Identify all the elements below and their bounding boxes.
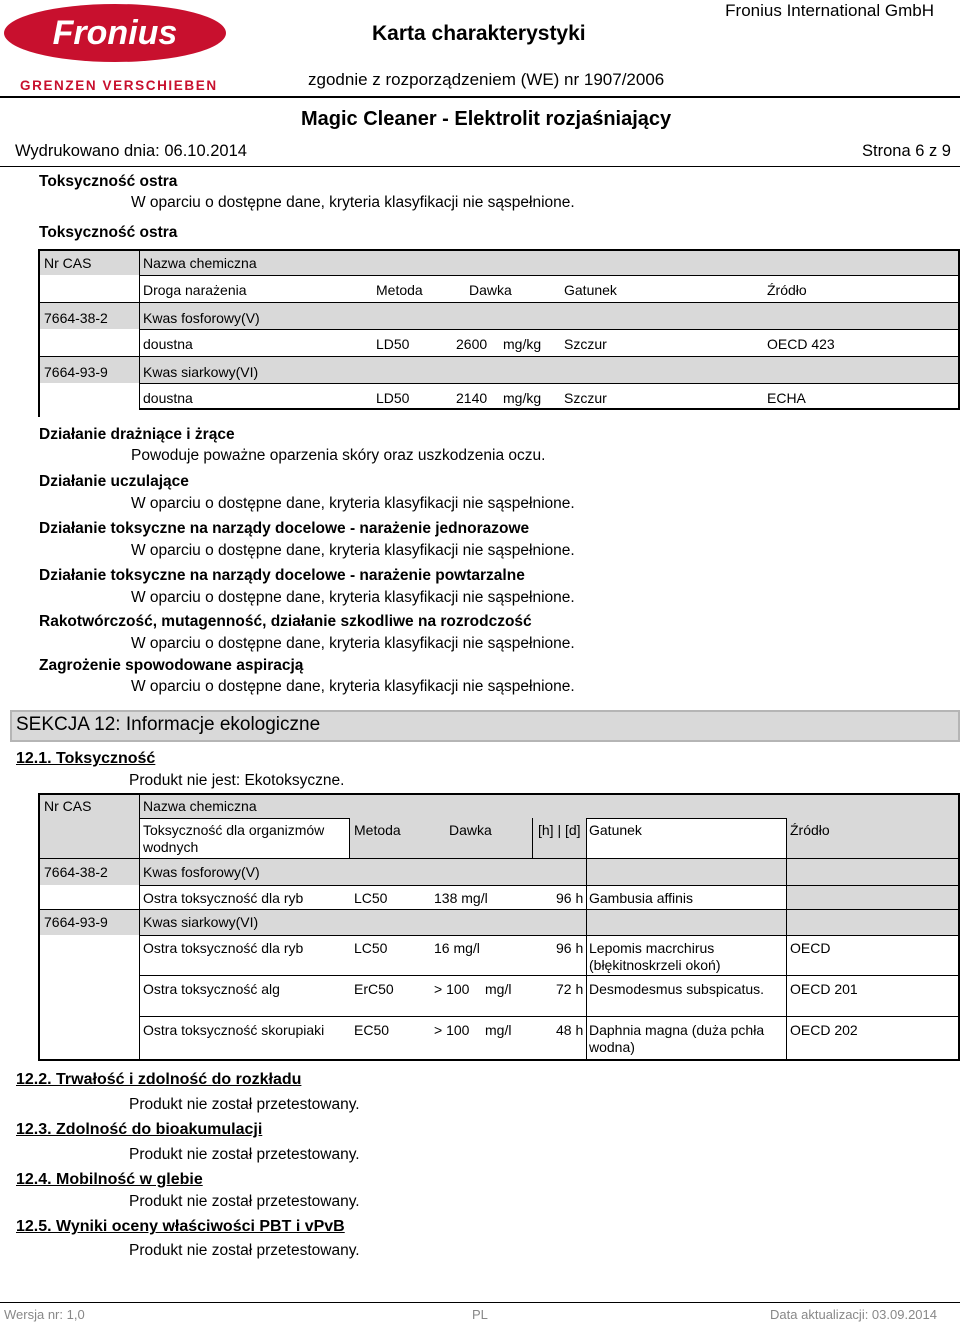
header-bottom-divider bbox=[0, 166, 960, 167]
tox-cas-1: 7664-38-2 bbox=[44, 310, 108, 326]
eco-tox-1: Ostra toksyczność dla ryb bbox=[143, 890, 304, 906]
tox-top-border bbox=[38, 249, 960, 251]
tox-source-2: ECHA bbox=[767, 390, 806, 406]
s121-heading: 12.1. Toksyczność bbox=[16, 750, 156, 767]
eco-source-2: OECD bbox=[790, 940, 831, 956]
eco-rule bbox=[139, 885, 960, 886]
tox-bottom-border bbox=[139, 408, 960, 410]
eco-col-method: Metoda bbox=[354, 822, 401, 838]
tox-name-1: Kwas fosforowy(V) bbox=[143, 310, 260, 326]
tox-species-1: Szczur bbox=[564, 336, 607, 352]
eco-col-name: Nazwa chemiczna bbox=[143, 798, 257, 814]
eco-col-hd: [h] | [d] bbox=[538, 822, 581, 838]
eco-col-line bbox=[139, 793, 140, 1060]
eco-rule bbox=[38, 909, 960, 910]
s122-heading: 12.2. Trwałość i zdolność do rozkładu bbox=[16, 1071, 302, 1088]
page-number: Strona 6 z 9 bbox=[862, 142, 951, 160]
effect-text-6: W oparciu o dostępne dane, kryteria klasyfikacji nie sąspełnione. bbox=[131, 678, 575, 695]
effect-text-2: W oparciu o dostępne dane, kryteria klasyfikacji nie sąspełnione. bbox=[131, 495, 575, 512]
s123-text: Produkt nie został przetestowany. bbox=[129, 1146, 360, 1163]
eco-top-border bbox=[38, 793, 960, 795]
s121-text: Produkt nie jest: Ekotoksyczne. bbox=[129, 772, 345, 789]
acute-tox-heading: Toksyczność ostra bbox=[39, 173, 178, 190]
tox-col-source: Źródło bbox=[767, 282, 807, 298]
tox-dose-1: 2600 bbox=[456, 336, 488, 352]
eco-method-3: ErC50 bbox=[354, 981, 394, 997]
tox-method-2: LD50 bbox=[376, 390, 410, 406]
eco-rule bbox=[139, 1016, 960, 1017]
tox-species-2: Szczur bbox=[564, 390, 607, 406]
effect-text-3: W oparciu o dostępne dane, kryteria klasyfikacji nie sąspełnione. bbox=[131, 542, 575, 559]
logo-wordmark: Fronius bbox=[52, 14, 178, 52]
eco-name-2: Kwas siarkowy(VI) bbox=[143, 914, 259, 930]
tox-method-1: LD50 bbox=[376, 336, 410, 352]
tox-cas-2: 7664-93-9 bbox=[44, 364, 108, 380]
eco-species-3: Desmodesmus subspicatus. bbox=[589, 981, 765, 997]
eco-method-4: EC50 bbox=[354, 1022, 390, 1038]
eco-hd-3: 72 h bbox=[556, 981, 584, 997]
eco-col-line bbox=[786, 818, 787, 1060]
logo-tagline: GRENZEN VERSCHIEBEN bbox=[20, 78, 218, 93]
tox-col-dose: Dawka bbox=[469, 282, 512, 298]
acute-tox-text: W oparciu o dostępne dane, kryteria klasyfikacji nie sąspełnione. bbox=[131, 194, 575, 211]
tox-left-border bbox=[38, 249, 40, 417]
footer-lang: PL bbox=[472, 1307, 488, 1322]
eco-unit-3: mg/l bbox=[485, 981, 512, 997]
eco-method-1: LC50 bbox=[354, 890, 388, 906]
s124-text: Produkt nie został przetestowany. bbox=[129, 1193, 360, 1210]
footer-updated: Data aktualizacji: 03.09.2014 bbox=[770, 1307, 937, 1322]
s122-text: Produkt nie został przetestowany. bbox=[129, 1096, 360, 1113]
tox-route-1: doustna bbox=[143, 336, 193, 352]
eco-cas-2: 7664-93-9 bbox=[44, 914, 108, 930]
eco-source-4: OECD 202 bbox=[790, 1022, 858, 1038]
eco-dose-2: 16 mg/l bbox=[434, 940, 480, 956]
eco-cas-1: 7664-38-2 bbox=[44, 864, 108, 880]
eco-rule bbox=[139, 935, 960, 936]
effect-heading-2: Działanie uczulające bbox=[39, 473, 189, 490]
eco-method-2: LC50 bbox=[354, 940, 388, 956]
document-title: Karta charakterystyki bbox=[372, 22, 586, 45]
eco-col-line bbox=[349, 818, 350, 858]
eco-tox-4: Ostra toksyczność skorupiaki bbox=[143, 1022, 325, 1038]
eco-source-3: OECD 201 bbox=[790, 981, 858, 997]
tox-col-name: Nazwa chemiczna bbox=[143, 255, 257, 271]
tox-rule bbox=[38, 302, 960, 303]
eco-tox-2: Ostra toksyczność dla ryb bbox=[143, 940, 304, 956]
s124-heading: 12.4. Mobilność w glebie bbox=[16, 1171, 203, 1188]
tox-route-2: doustna bbox=[143, 390, 193, 406]
eco-tox-3: Ostra toksyczność alg bbox=[143, 981, 280, 997]
tox-col-cas: Nr CAS bbox=[44, 255, 92, 271]
eco-species-4: Daphnia magna (duża pchła wodna) bbox=[589, 1022, 765, 1055]
company-name: Fronius International GmbH bbox=[725, 1, 934, 20]
tox-rule bbox=[139, 329, 960, 330]
eco-hd-1: 96 h bbox=[556, 890, 584, 906]
effect-heading-4: Działanie toksyczne na narządy docelowe - narażenie powtarzalne bbox=[39, 567, 525, 584]
effect-text-5: W oparciu o dostępne dane, kryteria klasyfikacji nie sąspełnione. bbox=[131, 635, 575, 652]
eco-dose-4: > 100 bbox=[434, 1022, 470, 1038]
eco-col-tox: Toksyczność dla organizmów wodnych bbox=[143, 822, 325, 855]
eco-dose-1: 138 mg/l bbox=[434, 890, 488, 906]
tox-dose-2: 2140 bbox=[456, 390, 488, 406]
effect-heading-3: Działanie toksyczne na narządy docelowe - narażenie jednorazowe bbox=[39, 520, 530, 537]
tox-col-line bbox=[139, 249, 140, 409]
fronius-logo bbox=[2, 2, 228, 64]
effect-heading-1: Działanie drażniące i żrące bbox=[39, 426, 235, 443]
tox-unit-1: mg/kg bbox=[503, 336, 542, 352]
eco-dose-3: > 100 bbox=[434, 981, 470, 997]
eco-source-shade bbox=[787, 885, 960, 909]
footer-divider bbox=[0, 1302, 960, 1303]
effect-text-1: Powoduje poważne oparzenia skóry oraz uszkodzenia oczu. bbox=[131, 447, 546, 464]
tox-col-route: Droga narażenia bbox=[143, 282, 247, 298]
eco-col-species: Gatunek bbox=[589, 822, 642, 838]
product-name: Magic Cleaner - Elektrolit rozjaśniający bbox=[301, 108, 672, 130]
effect-heading-6: Zagrożenie spowodowane aspiracją bbox=[39, 657, 304, 674]
eco-species-2: Lepomis macrchirus (błękitnoskrzeli okoń) bbox=[589, 940, 721, 973]
tox-header-row2 bbox=[139, 275, 960, 301]
footer-version: Wersja nr: 1,0 bbox=[4, 1307, 85, 1322]
tox-rule bbox=[139, 383, 960, 384]
acute-tox-heading-2: Toksyczność ostra bbox=[39, 224, 178, 241]
tox-unit-2: mg/kg bbox=[503, 390, 542, 406]
eco-rule bbox=[38, 858, 960, 859]
eco-rule bbox=[139, 975, 960, 976]
eco-unit-4: mg/l bbox=[485, 1022, 512, 1038]
eco-bottom-border bbox=[38, 1059, 960, 1061]
section-12-title: SEKCJA 12: Informacje ekologiczne bbox=[16, 714, 321, 735]
effect-text-4: W oparciu o dostępne dane, kryteria klasyfikacji nie sąspełnione. bbox=[131, 589, 575, 606]
eco-col-dose: Dawka bbox=[449, 822, 492, 838]
tox-name-2: Kwas siarkowy(VI) bbox=[143, 364, 259, 380]
eco-col-line bbox=[532, 818, 533, 858]
s125-text: Produkt nie został przetestowany. bbox=[129, 1242, 360, 1259]
header-divider bbox=[0, 96, 960, 98]
effect-heading-5: Rakotwórczość, mutagenność, działanie szkodliwe na rozrodczość bbox=[39, 613, 532, 630]
eco-col-source: Źródło bbox=[790, 822, 830, 838]
tox-col-method: Metoda bbox=[376, 282, 423, 298]
regulation-line: zgodnie z rozporządzeniem (WE) nr 1907/2006 bbox=[308, 70, 665, 89]
eco-hd-4: 48 h bbox=[556, 1022, 584, 1038]
tox-source-1: OECD 423 bbox=[767, 336, 835, 352]
eco-species-1: Gambusia affinis bbox=[589, 890, 694, 906]
eco-left-border bbox=[38, 793, 40, 1061]
eco-hd-2: 96 h bbox=[556, 940, 584, 956]
s123-heading: 12.3. Zdolność do bioakumulacji bbox=[16, 1121, 263, 1138]
tox-col-species: Gatunek bbox=[564, 282, 617, 298]
printed-date: Wydrukowano dnia: 06.10.2014 bbox=[15, 142, 247, 160]
eco-col-line bbox=[586, 818, 587, 1060]
s125-heading: 12.5. Wyniki oceny właściwości PBT i vPvB bbox=[16, 1218, 345, 1235]
eco-name-1: Kwas fosforowy(V) bbox=[143, 864, 260, 880]
tox-rule bbox=[38, 356, 960, 357]
eco-col-cas: Nr CAS bbox=[44, 798, 92, 814]
